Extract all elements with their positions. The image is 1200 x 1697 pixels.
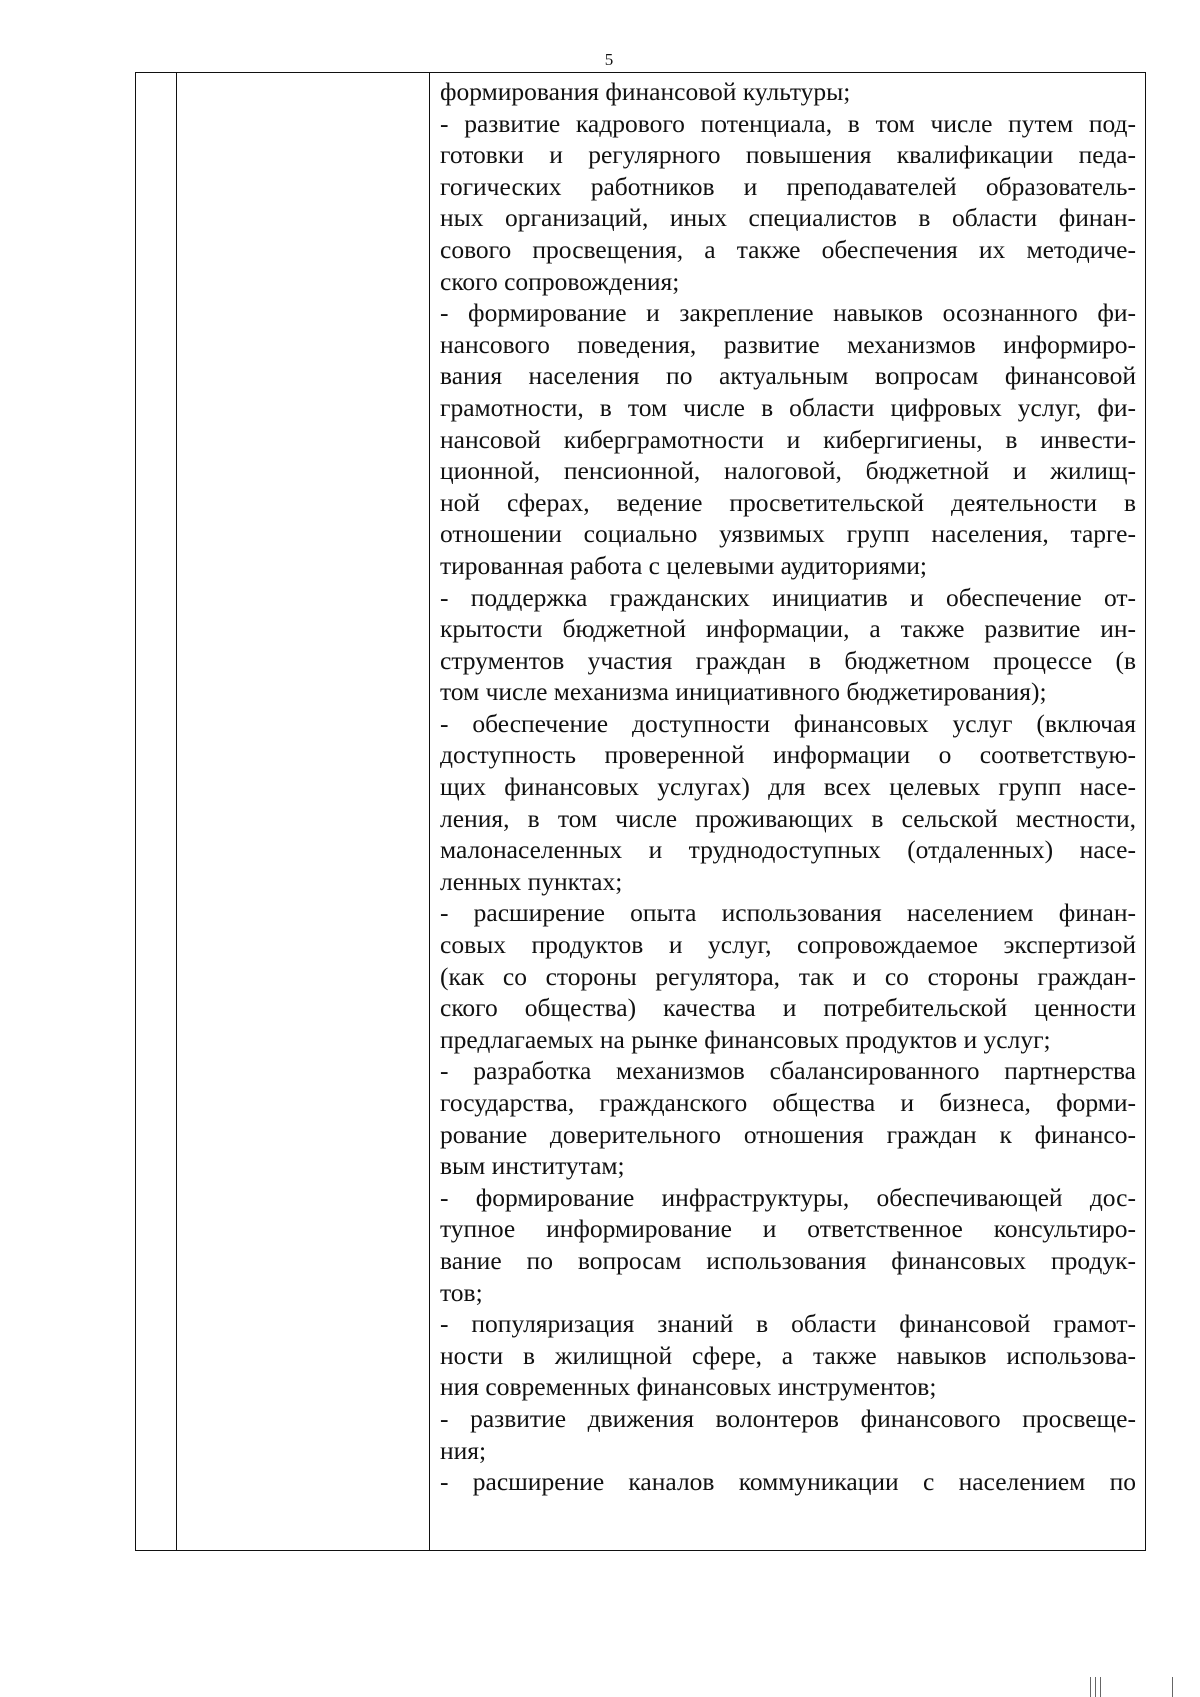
- text-line: ленных пунктах;: [440, 866, 623, 896]
- text-line: щих финансовых услугах) для всех целевых групп насе-: [440, 772, 1136, 802]
- text-line: ности в жилищной сфере, а также навыков использова-: [440, 1340, 1136, 1370]
- page-number: 5: [604, 50, 614, 69]
- text-line: вание по вопросам использования финансовых продук-: [440, 1245, 1136, 1275]
- text-line: малонаселенных и труднодоступных (отдаленных) насе-: [440, 835, 1136, 865]
- text-line: формирования финансовой культуры;: [440, 77, 851, 106]
- text-line: ния современных финансовых инструментов;: [440, 1372, 937, 1402]
- text-line: - развитие движения волонтеров финансового просвеще-: [440, 1403, 1136, 1433]
- document-table: [135, 72, 1146, 1551]
- table-cell-content: [440, 76, 1136, 1498]
- text-line: - формирование инфраструктуры, обеспечивающей дос-: [440, 1182, 1136, 1212]
- text-line: - разработка механизмов сбалансированного партнерства: [440, 1056, 1136, 1086]
- text-line: нансового поведения, развитие механизмов информиро-: [440, 329, 1136, 359]
- text-line: тупное информирование и ответственное консультиро-: [440, 1214, 1136, 1244]
- text-line: ского общества) качества и потребительской ценности: [440, 993, 1136, 1023]
- text-line: тированная работа с целевыми аудиториями;: [440, 550, 928, 580]
- text-line: - развитие кадрового потенциала, в том числе путем под-: [440, 108, 1136, 138]
- text-line: том числе механизма инициативного бюджетирования);: [440, 677, 1047, 707]
- text-line: совых продуктов и услуг, сопровождаемое экспертизой: [440, 930, 1136, 960]
- scan-artifact: [1095, 1677, 1096, 1697]
- text-line: ского сопровождения;: [440, 266, 680, 296]
- text-line: отношении социально уязвимых групп населения, тарге-: [440, 519, 1136, 549]
- text-line: грамотности, в том числе в области цифровых услуг, фи-: [440, 392, 1136, 422]
- text-line: - расширение опыта использования населением финан-: [440, 898, 1136, 928]
- text-line: доступность проверенной информации о соответствую-: [440, 740, 1136, 770]
- text-line: гогических работников и преподавателей образователь-: [440, 171, 1136, 201]
- scan-artifact: [1100, 1677, 1101, 1697]
- column-divider-2: [429, 73, 430, 1550]
- text-line: - популяризация знаний в области финансовой грамот-: [440, 1309, 1136, 1339]
- text-line: нансовой киберграмотности и кибергигиены, в инвести-: [440, 424, 1136, 454]
- text-line: ления, в том числе проживающих в сельской местности,: [440, 803, 1136, 833]
- text-line: - формирование и закрепление навыков осознанного фи-: [440, 298, 1136, 328]
- text-line: ния;: [440, 1435, 487, 1465]
- text-line: готовки и регулярного повышения квалификации педа-: [440, 140, 1136, 170]
- text-line: государства, гражданского общества и бизнеса, форми-: [440, 1088, 1136, 1117]
- text-line: рование доверительного отношения граждан к финансо-: [440, 1119, 1136, 1149]
- text-line: предлагаемых на рынке финансовых продуктов и услуг;: [440, 1024, 1051, 1054]
- text-line: сового просвещения, а также обеспечения их методиче-: [440, 234, 1136, 264]
- text-line: вания населения по актуальным вопросам финансовой: [440, 361, 1136, 391]
- text-line: ционной, пенсионной, налоговой, бюджетной и жилищ-: [440, 456, 1136, 486]
- text-line: струментов участия граждан в бюджетном процессе (в: [440, 645, 1136, 675]
- text-line: (как со стороны регулятора, так и со стороны граждан-: [440, 961, 1136, 991]
- text-line: крытости бюджетной информации, а также развитие ин-: [440, 614, 1136, 644]
- text-line: ной сферах, ведение просветительской деятельности в: [440, 487, 1136, 517]
- text-line: - расширение каналов коммуникации с населением по: [440, 1467, 1136, 1497]
- text-line: - обеспечение доступности финансовых услуг (включая: [440, 708, 1136, 738]
- text-line: - поддержка гражданских инициатив и обеспечение от-: [440, 582, 1136, 612]
- text-line: ных организаций, иных специалистов в области финан-: [440, 203, 1136, 233]
- text-line: вым институтам;: [440, 1151, 625, 1181]
- column-divider-1: [176, 73, 177, 1550]
- scan-artifact: [1090, 1677, 1091, 1697]
- text-line: тов;: [440, 1277, 483, 1307]
- scan-artifact: [1172, 1677, 1173, 1697]
